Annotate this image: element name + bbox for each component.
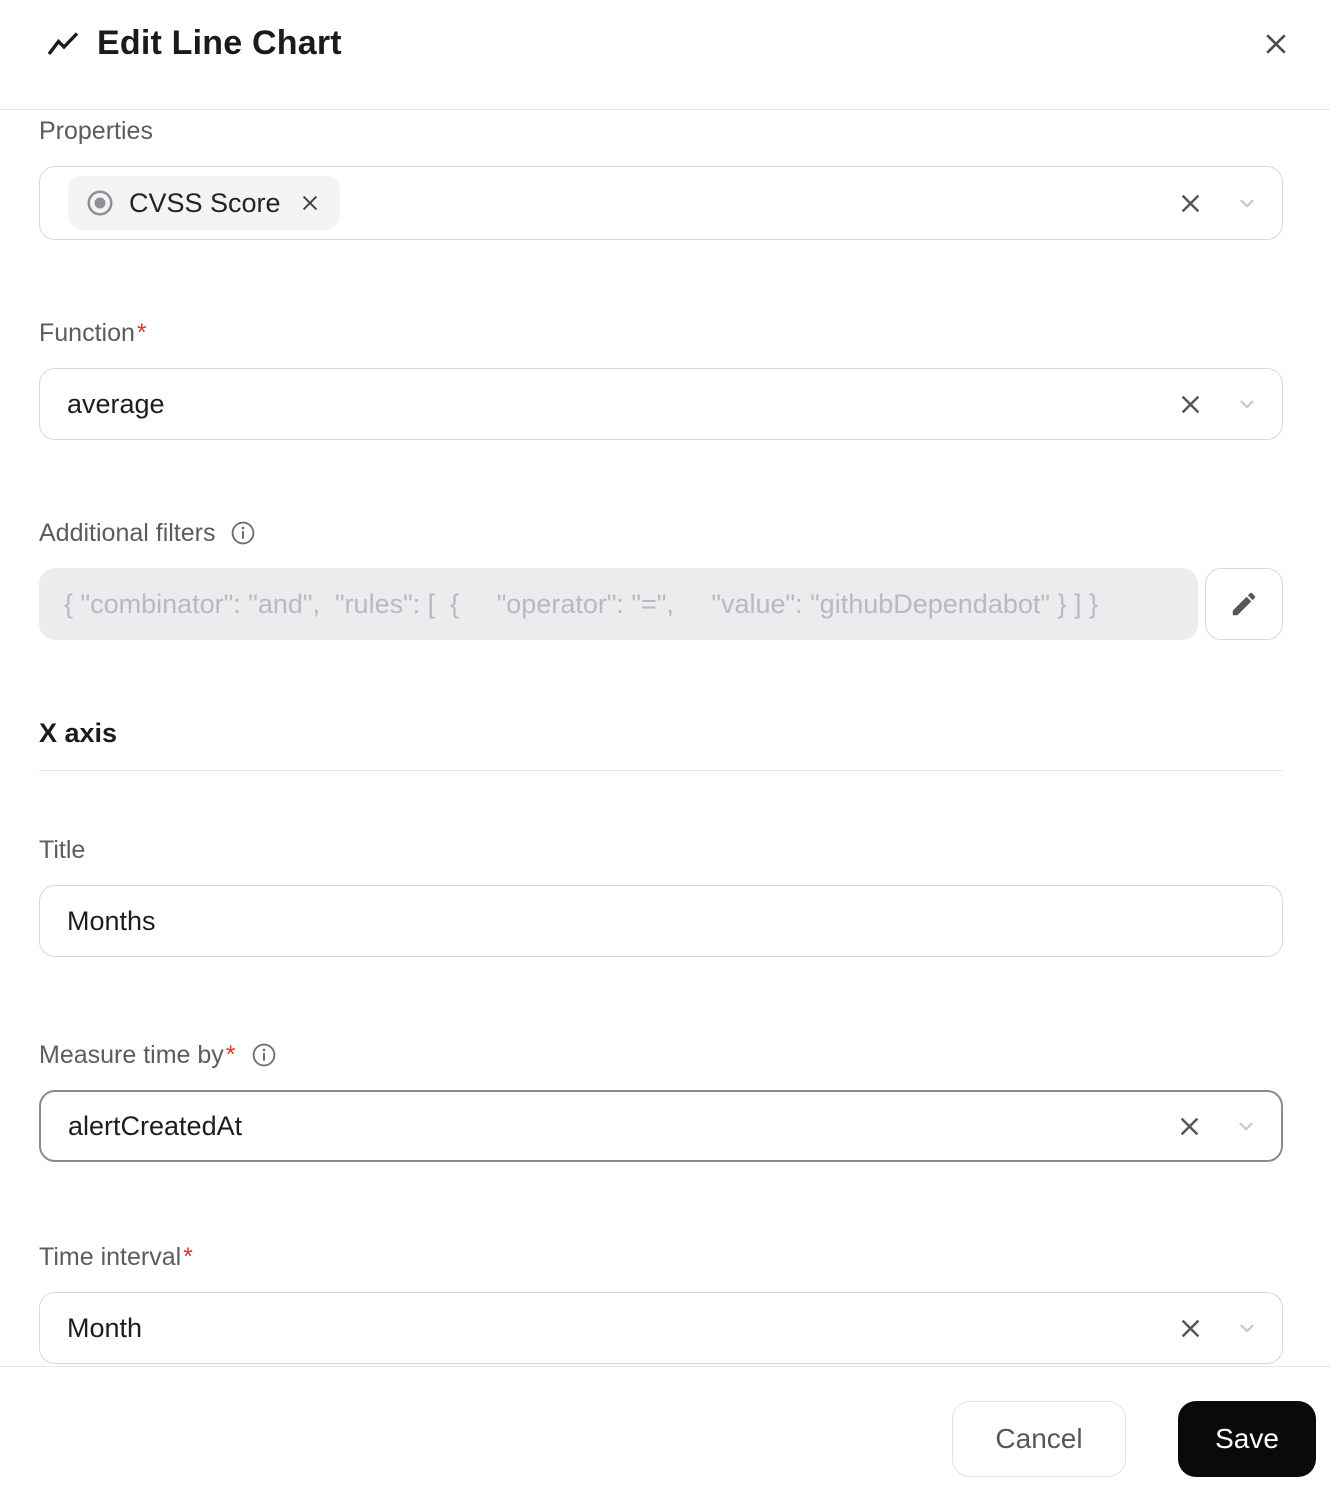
section-divider — [39, 770, 1283, 771]
clear-x-icon[interactable] — [1176, 1113, 1203, 1140]
function-select[interactable] — [39, 368, 1283, 440]
required-marker: * — [225, 1041, 236, 1069]
dialog-title: Edit Line Chart — [97, 24, 342, 62]
time-interval-value: Month — [67, 1312, 143, 1343]
line-chart-icon — [46, 30, 80, 58]
x-axis-heading: X axis — [39, 718, 118, 748]
title-label — [39, 835, 1283, 865]
chevron-down-icon[interactable] — [1235, 1115, 1257, 1137]
x-axis-title-input[interactable] — [39, 885, 1283, 957]
additional-filters-input — [39, 568, 1198, 640]
time-interval-label — [39, 1242, 1283, 1272]
additional-filters-label-text: Additional filters — [39, 519, 216, 547]
clear-x-icon[interactable] — [1177, 391, 1204, 418]
additional-filters-label — [39, 518, 1283, 548]
properties-select[interactable] — [39, 166, 1283, 240]
properties-label-text: Properties — [39, 117, 153, 145]
properties-label — [39, 116, 1283, 146]
time-interval-select[interactable] — [39, 1292, 1283, 1364]
save-button[interactable]: Save — [1178, 1401, 1316, 1477]
clear-x-icon[interactable] — [1177, 1315, 1204, 1342]
additional-filters-value: { "combinator": "and", "rules": [ { "operator": "=", "value": "githubDependabot" } ] } — [64, 588, 1099, 619]
function-label — [39, 318, 1283, 348]
info-icon[interactable] — [230, 520, 256, 546]
cancel-button[interactable]: Cancel — [952, 1401, 1126, 1477]
measure-time-by-label — [39, 1040, 1283, 1070]
required-marker: * — [136, 319, 147, 347]
chip-remove-icon[interactable] — [299, 192, 321, 214]
chevron-down-icon[interactable] — [1236, 393, 1258, 415]
dialog-header — [0, 0, 1330, 110]
title-label-text: Title — [39, 836, 86, 864]
measure-time-by-label-text: Measure time by — [39, 1041, 224, 1069]
measure-time-by-select[interactable] — [39, 1090, 1283, 1162]
properties-chip — [68, 176, 340, 230]
function-label-text: Function — [39, 319, 135, 347]
function-value: average — [67, 388, 165, 419]
chevron-down-icon[interactable] — [1236, 1317, 1258, 1339]
pencil-icon — [1229, 589, 1259, 619]
dialog-footer — [0, 1366, 1330, 1506]
radio-icon — [85, 188, 115, 218]
close-icon[interactable] — [1254, 22, 1298, 66]
clear-x-icon[interactable] — [1177, 190, 1204, 217]
x-axis-title-value: Months — [67, 905, 156, 936]
dialog-body — [0, 116, 1330, 1364]
chip-label: CVSS Score — [129, 187, 281, 218]
measure-time-by-value: alertCreatedAt — [68, 1110, 243, 1141]
time-interval-label-text: Time interval — [39, 1243, 182, 1271]
info-icon[interactable] — [251, 1042, 277, 1068]
edit-filters-button[interactable] — [1205, 568, 1283, 640]
required-marker: * — [183, 1243, 193, 1271]
chevron-down-icon[interactable] — [1236, 192, 1258, 214]
